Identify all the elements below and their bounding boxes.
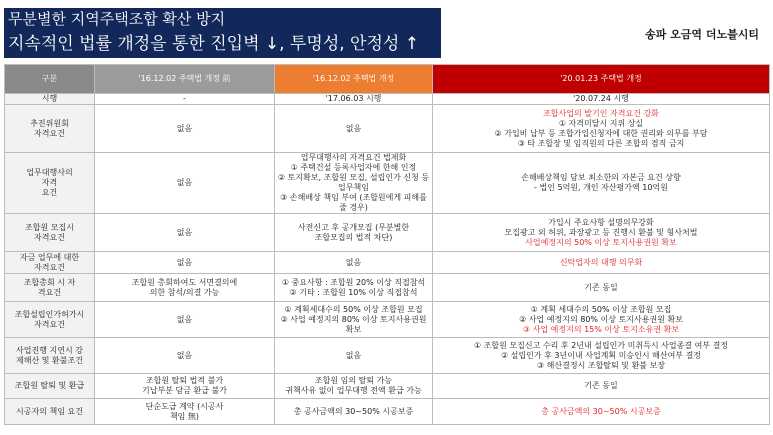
header-2016: '16.12.02 주택법 개정 bbox=[275, 65, 433, 94]
row-label: 자금 업무에 대한 자격요건 bbox=[5, 252, 95, 274]
cell-2020-text: ① 계획 세대수의 50% 이상 조합원 모집 ② 사업 예정지의 80% 이상 토지사용권원 확보 bbox=[519, 304, 683, 324]
table-row bbox=[5, 399, 770, 425]
cell-2016: ① 중요사항 : 조합원 20% 이상 직접참석 ② 기타 : 조합원 10% 이상 직접참석 bbox=[275, 274, 433, 302]
cell-before: 없음 bbox=[95, 338, 275, 374]
table-row bbox=[5, 274, 770, 302]
cell-2020 bbox=[433, 302, 770, 338]
comparison-table bbox=[4, 64, 770, 425]
row-label: 조합총회 시 자 격요건 bbox=[5, 274, 95, 302]
cell-before: 조합원 총회하여도 서면결의에 의한 참석/의결 가능 bbox=[95, 274, 275, 302]
cell-before: 없음 bbox=[95, 302, 275, 338]
cell-before: - bbox=[95, 94, 275, 105]
table-header-row bbox=[5, 65, 770, 94]
table-row bbox=[5, 374, 770, 399]
cell-2016: 조합원 임의 탈퇴 가능 귀책사유 없이 업무대행 전액 환급 가능 bbox=[275, 374, 433, 399]
header-category: 구분 bbox=[5, 65, 95, 94]
table-row bbox=[5, 302, 770, 338]
cell-before: 없음 bbox=[95, 153, 275, 214]
row-label: 사업진행 지연시 강 제해산 및 환불조건 bbox=[5, 338, 95, 374]
row-label: 조합설립인가허가시 자격요건 bbox=[5, 302, 95, 338]
cell-2020: 기존 동일 bbox=[433, 274, 770, 302]
table-row bbox=[5, 338, 770, 374]
cell-2020-highlight: 신탁업자의 대행 의무화 bbox=[433, 252, 770, 274]
title-line-2: 지속적인 법률 개정을 통한 진입벽 ↓, 투명성, 안정성 ↑ bbox=[8, 34, 419, 54]
title-line-1: 무분별한 지역주택조합 확산 방지 bbox=[8, 10, 226, 28]
table-row bbox=[5, 94, 770, 105]
cell-before: 없음 bbox=[95, 252, 275, 274]
cell-2020-highlight: ③ 사업 예정지의 15% 이상 토지소유권 확보 bbox=[522, 324, 680, 334]
cell-2016: 업무대행사의 자격요건 법제화 ① 주택건설 등록사업자에 한해 인정 ② 토지확보, 조합원 모집, 설립인가 신청 등 업무책임 ③ 손해배상 책임 부여 (조합원에게 피해를 줄 경우) bbox=[275, 153, 433, 214]
row-label: 업무대행사의 자격 요건 bbox=[5, 153, 95, 214]
cell-2016: 사전신고 후 공개모집 (무분별한 조합모집의 법적 차단) bbox=[275, 214, 433, 252]
cell-2020: 손해배상책임 담보 최소한의 자본금 요건 상향 - 법인 5억원, 개인 자산평가액 10억원 bbox=[433, 153, 770, 214]
cell-2016: 없음 bbox=[275, 338, 433, 374]
row-label: 조합원 탈퇴 및 환급 bbox=[5, 374, 95, 399]
cell-before: 조합원 탈퇴 법적 불가 기납부분 담금 환급 불가 bbox=[95, 374, 275, 399]
row-label: 조합원 모집시 자격요건 bbox=[5, 214, 95, 252]
cell-2016: 없음 bbox=[275, 252, 433, 274]
cell-2020: ① 조합원 모집신고 수리 후 2년내 설립인가 미취득시 사업종결 여부 결정 ② 설립인가 후 3년이내 사업계획 미승인시 해산여부 결정 ③ 해산결정시 조합탈퇴 및 환불 보장 bbox=[433, 338, 770, 374]
row-label: 시행 bbox=[5, 94, 95, 105]
cell-2020: '20.07.24 시행 bbox=[433, 94, 770, 105]
cell-2020-highlight: 조합사업의 발기인 자격요건 강화 bbox=[543, 108, 659, 118]
cell-2016: ① 계획세대수의 50% 이상 조합원 모집 ② 사업 예정지의 80% 이상 토지사용권원 확보 bbox=[275, 302, 433, 338]
cell-2016: 없음 bbox=[275, 105, 433, 153]
table-row bbox=[5, 252, 770, 274]
header-2020: '20.01.23 주택법 개정 bbox=[433, 65, 770, 94]
table-row bbox=[5, 214, 770, 252]
cell-before: 단순도급 계약 (시공사 책임 無) bbox=[95, 399, 275, 425]
cell-2020: 기존 동일 bbox=[433, 374, 770, 399]
cell-2020-highlight: 사업예정지의 50% 이상 토지사용권원 확보 bbox=[525, 237, 677, 247]
site-name: 송파 오금역 더노블시티 bbox=[645, 28, 759, 41]
cell-2020 bbox=[433, 105, 770, 153]
table-row bbox=[5, 153, 770, 214]
cell-before: 없음 bbox=[95, 214, 275, 252]
table-row bbox=[5, 105, 770, 153]
cell-2020-text: ① 자격미달시 지위 상실 ② 가입비 납부 등 조합가입신청자에 대한 권리와 의무를 부담 ③ 타 조합장 및 임직원의 다른 조합의 겸직 금지 bbox=[494, 118, 708, 148]
cell-before: 없음 bbox=[95, 105, 275, 153]
title-banner bbox=[4, 8, 441, 58]
cell-2020-highlight: 총 공사금액의 30~50% 시공보증 bbox=[433, 399, 770, 425]
cell-2016: '17.06.03 시행 bbox=[275, 94, 433, 105]
row-label: 시공자의 책임 요건 bbox=[5, 399, 95, 425]
cell-2020-text: 가입시 주요사항 설명의무강화 모집광고 외 허위, 과장광고 등 진행시 환불 및 형사처벌 bbox=[504, 217, 698, 237]
cell-2020 bbox=[433, 214, 770, 252]
cell-2016: 총 공사금액의 30~50% 시공보증 bbox=[275, 399, 433, 425]
row-label: 추진위원회 자격요건 bbox=[5, 105, 95, 153]
header-before: '16.12.02 주택법 개정 前 bbox=[95, 65, 275, 94]
